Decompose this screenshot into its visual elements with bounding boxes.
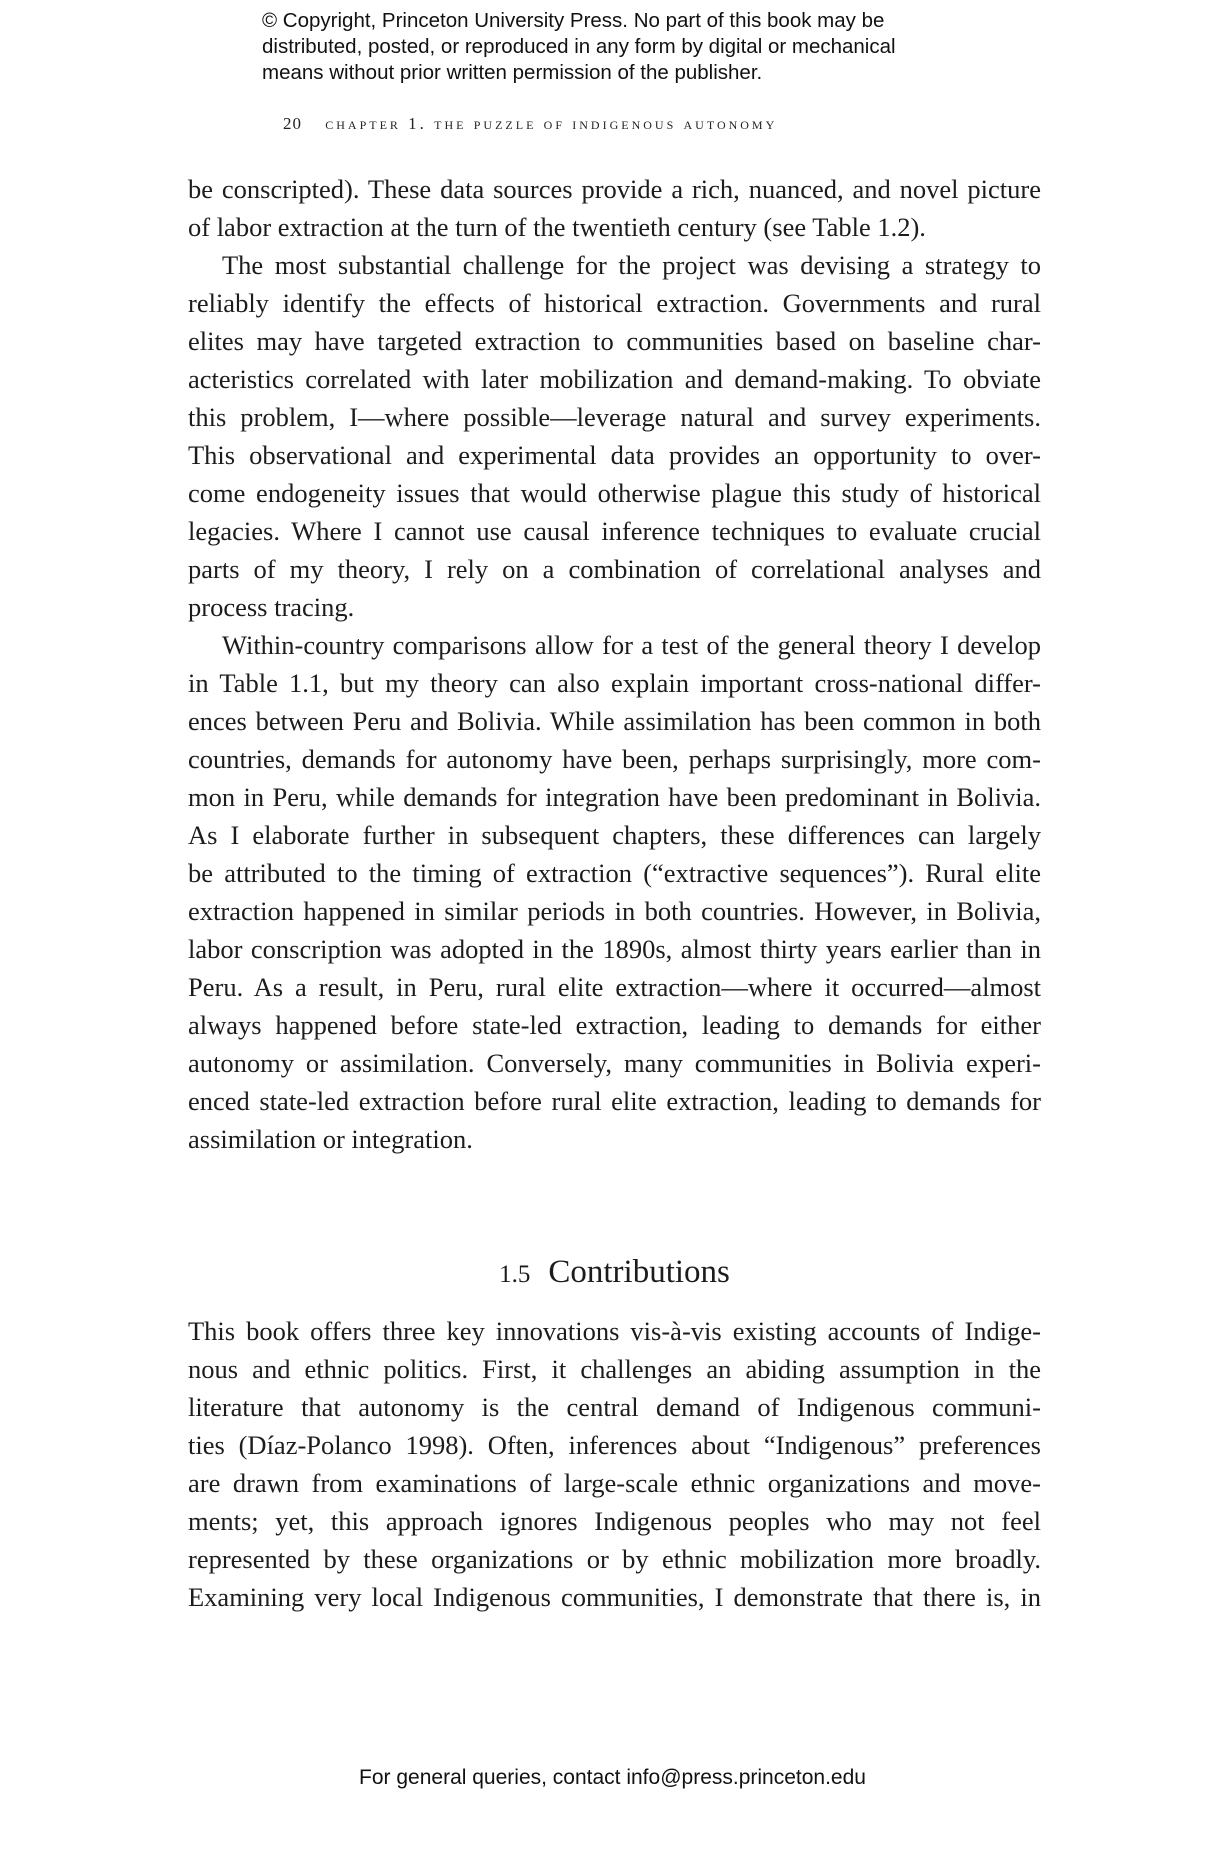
footer-contact: For general queries, contact info@press.princeton.edu — [359, 1766, 866, 1789]
text-line: legacies. Where I cannot use causal inference techniques to evaluate crucial — [188, 516, 1041, 546]
copyright-line: means without prior written permission of the publisher. — [262, 61, 763, 84]
text-line: process tracing. — [188, 592, 355, 622]
page-number: 20 — [283, 114, 302, 133]
text-line: of labor extraction at the turn of the twentieth century (see Table 1.2). — [188, 212, 926, 242]
text-line: be conscripted). These data sources provide a rich, nuanced, and novel picture — [188, 174, 1041, 204]
text-line: ences between Peru and Bolivia. While assimilation has been common in both — [188, 706, 1041, 736]
text-line: parts of my theory, I rely on a combination of correlational analyses and — [188, 554, 1041, 584]
text-line: this problem, I—where possible—leverage natural and survey experiments. — [188, 402, 1041, 432]
text-line: literature that autonomy is the central demand of Indigenous communi- — [188, 1392, 1041, 1422]
section-title: Contributions — [548, 1254, 730, 1290]
text-line: assimilation or integration. — [188, 1124, 473, 1154]
text-line: come endogeneity issues that would otherwise plague this study of historical — [188, 478, 1041, 508]
text-line: autonomy or assimilation. Conversely, many communities in Bolivia experi- — [188, 1048, 1041, 1078]
text-line: ments; yet, this approach ignores Indigenous peoples who may not feel — [188, 1506, 1041, 1536]
body-text-block-2 — [188, 1312, 1041, 1616]
text-line: As I elaborate further in subsequent chapters, these differences can largely — [188, 820, 1041, 850]
section-heading — [188, 1252, 1041, 1295]
text-line: labor conscription was adopted in the 1890s, almost thirty years earlier than in — [188, 934, 1041, 964]
section-number: 1.5 — [499, 1261, 531, 1288]
text-line: in Table 1.1, but my theory can also explain important cross-national differ- — [188, 668, 1041, 698]
text-line: nous and ethnic politics. First, it challenges an abiding assumption in the — [188, 1354, 1041, 1384]
copyright-line: distributed, posted, or reproduced in any form by digital or mechanical — [262, 35, 896, 58]
text-line: enced state-led extraction before rural elite extraction, leading to demands for — [188, 1086, 1041, 1116]
copyright-notice — [262, 8, 982, 86]
text-line: be attributed to the timing of extraction (“extractive sequences”). Rural elite — [188, 858, 1041, 888]
text-line: reliably identify the effects of historical extraction. Governments and rural — [188, 288, 1041, 318]
chapter-title: chapter 1. the puzzle of indigenous autonomy — [325, 114, 778, 133]
text-line: The most substantial challenge for the project was devising a strategy to — [222, 250, 1041, 280]
text-line: Examining very local Indigenous communities, I demonstrate that there is, in — [188, 1582, 1041, 1612]
text-line: countries, demands for autonomy have been, perhaps surprisingly, more com- — [188, 744, 1041, 774]
body-text-block-1 — [188, 170, 1041, 1158]
text-line: always happened before state-led extraction, leading to demands for either — [188, 1010, 1041, 1040]
text-line: acteristics correlated with later mobilization and demand-making. To obviate — [188, 364, 1041, 394]
text-line: represented by these organizations or by ethnic mobilization more broadly. — [188, 1544, 1041, 1574]
text-line: This observational and experimental data provides an opportunity to over- — [188, 440, 1041, 470]
text-line: This book offers three key innovations vis-à-vis existing accounts of Indige- — [188, 1316, 1041, 1346]
text-line: elites may have targeted extraction to communities based on baseline char- — [188, 326, 1041, 356]
text-line: are drawn from examinations of large-scale ethnic organizations and move- — [188, 1468, 1041, 1498]
text-line: ties (Díaz-Polanco 1998). Often, inferences about “Indigenous” preferences — [188, 1430, 1041, 1460]
text-line: mon in Peru, while demands for integration have been predominant in Bolivia. — [188, 782, 1041, 812]
text-line: Peru. As a result, in Peru, rural elite extraction—where it occurred—almost — [188, 972, 1041, 1002]
text-line: Within-country comparisons allow for a test of the general theory I develop — [222, 630, 1041, 660]
running-head — [283, 114, 777, 134]
text-line: extraction happened in similar periods in both countries. However, in Bolivia, — [188, 896, 1041, 926]
copyright-line: © Copyright, Princeton University Press. No part of this book may be — [262, 9, 885, 32]
